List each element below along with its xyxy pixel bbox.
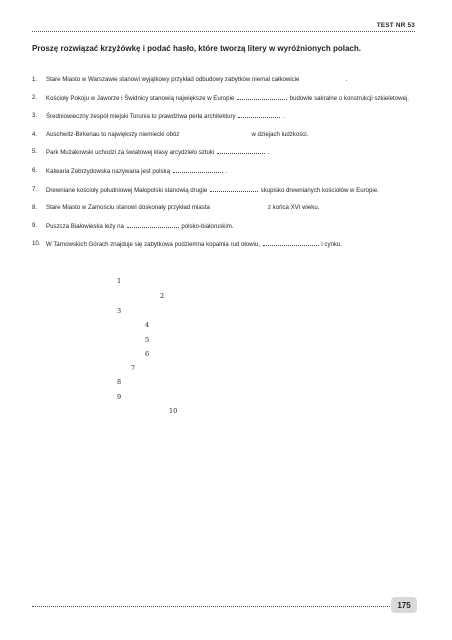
crossword-number-6: 6	[145, 350, 150, 358]
clue-10	[32, 239, 420, 249]
clue-number: 1.	[32, 76, 38, 83]
clue-text	[46, 166, 420, 176]
clue-text	[46, 147, 420, 157]
clue-text-before: Puszcza Białowieska leży na	[46, 222, 124, 230]
clue-text	[46, 203, 420, 212]
clue-text	[46, 75, 420, 84]
clue-text-after: polsko-białoruskim.	[181, 222, 234, 230]
clue-number: 8.	[32, 204, 38, 212]
clue-3	[32, 111, 420, 121]
clue-8	[32, 203, 420, 212]
clue-text-before: Kościoły Pokoju w Jaworze i Świdnicy stanowią największe w Europie	[46, 94, 235, 102]
clue-number: 10.	[32, 240, 41, 248]
clue-7	[32, 185, 420, 195]
clue-list	[32, 75, 420, 258]
crossword-number-9: 9	[117, 393, 122, 401]
clue-number: 7.	[32, 185, 38, 193]
clue-number: 9.	[32, 221, 38, 229]
clue-text	[46, 239, 420, 249]
answer-blank[interactable]	[238, 111, 280, 118]
answer-blank[interactable]	[210, 185, 258, 192]
clue-text-after: .	[267, 149, 270, 157]
clue-text-before: Auschwitz-Birkenau to największy niemiecki obóz	[46, 130, 180, 138]
clue-2	[32, 93, 420, 103]
clue-text-after: .	[282, 113, 285, 121]
clue-text-before: Kalwaria Zebrzydowska nazywana jest polską	[46, 167, 170, 175]
clue-1	[32, 75, 420, 84]
crossword-number-3: 3	[117, 307, 122, 315]
answer-blank[interactable]	[127, 221, 179, 228]
answer-blank[interactable]	[217, 147, 265, 154]
crossword-number-2: 2	[160, 292, 165, 300]
clue-text	[46, 93, 420, 103]
clue-text-before: Średniowieczny zespół miejski Torunia to prawdziwa perła architektury	[46, 113, 236, 121]
clue-number: 2.	[32, 93, 38, 101]
test-number-label: TEST NR 53	[376, 22, 415, 29]
clue-number: 4.	[32, 130, 38, 138]
clue-text	[46, 130, 420, 139]
clue-text	[46, 221, 420, 231]
clue-text-after: i cynku.	[321, 241, 343, 249]
clue-text-after: budowle sakralne o konstrukcji szkieletowej.	[289, 94, 409, 102]
clue-text-after: .	[225, 167, 228, 175]
clue-9	[32, 221, 420, 231]
clue-number: 5.	[32, 148, 38, 156]
clue-text	[46, 111, 420, 121]
crossword-number-5: 5	[145, 336, 150, 344]
clue-5	[32, 147, 420, 157]
answer-blank[interactable]	[237, 93, 287, 100]
clue-number: 3.	[32, 112, 38, 120]
crossword-number-1: 1	[117, 277, 122, 285]
clue-number: 6.	[32, 166, 38, 174]
clue-4	[32, 130, 420, 139]
clue-text-before: Stare Miasto w Zamościu stanowi doskonały przykład miasta	[46, 204, 210, 212]
page-number: 175	[397, 600, 411, 610]
clue-text-after: z końca XVI wieku.	[267, 204, 320, 212]
crossword-number-10: 10	[169, 407, 178, 415]
page-number-badge	[391, 597, 417, 613]
clue-text-before: Drewniane kościoły południowej Małopolski stanowią drugie	[46, 186, 208, 194]
clue-text-before: W Tarnowskich Górach znajduje się zabytkowa podziemna kopalnia rud ołowiu,	[46, 241, 260, 249]
bottom-dotted-divider	[32, 606, 390, 607]
clue-text-before: Stare Miasto w Warszawie stanowi wyjątkowy przykład odbudowy zabytków niemal całkowicie	[46, 76, 300, 83]
clue-text-after: w dziejach ludzkości.	[251, 130, 309, 138]
clue-text-after: skupisko drewnianych kościołów w Europie.	[260, 186, 379, 194]
clue-6	[32, 166, 420, 176]
task-instruction: Proszę rozwiązać krzyżówkę i podać hasło, które tworzą litery w wyróżnionych polach.	[32, 44, 361, 53]
clue-text-before: Park Mużakowski uchodzi za światowej klasy arcydzieło sztuki	[46, 149, 215, 157]
answer-blank[interactable]	[263, 239, 319, 246]
crossword-number-7: 7	[131, 364, 136, 372]
crossword-number-4: 4	[145, 321, 150, 329]
answer-blank[interactable]	[173, 166, 223, 173]
crossword-number-8: 8	[117, 378, 122, 386]
top-dotted-divider	[32, 31, 415, 32]
clue-text	[46, 185, 420, 195]
clue-text-after: .	[345, 76, 348, 83]
